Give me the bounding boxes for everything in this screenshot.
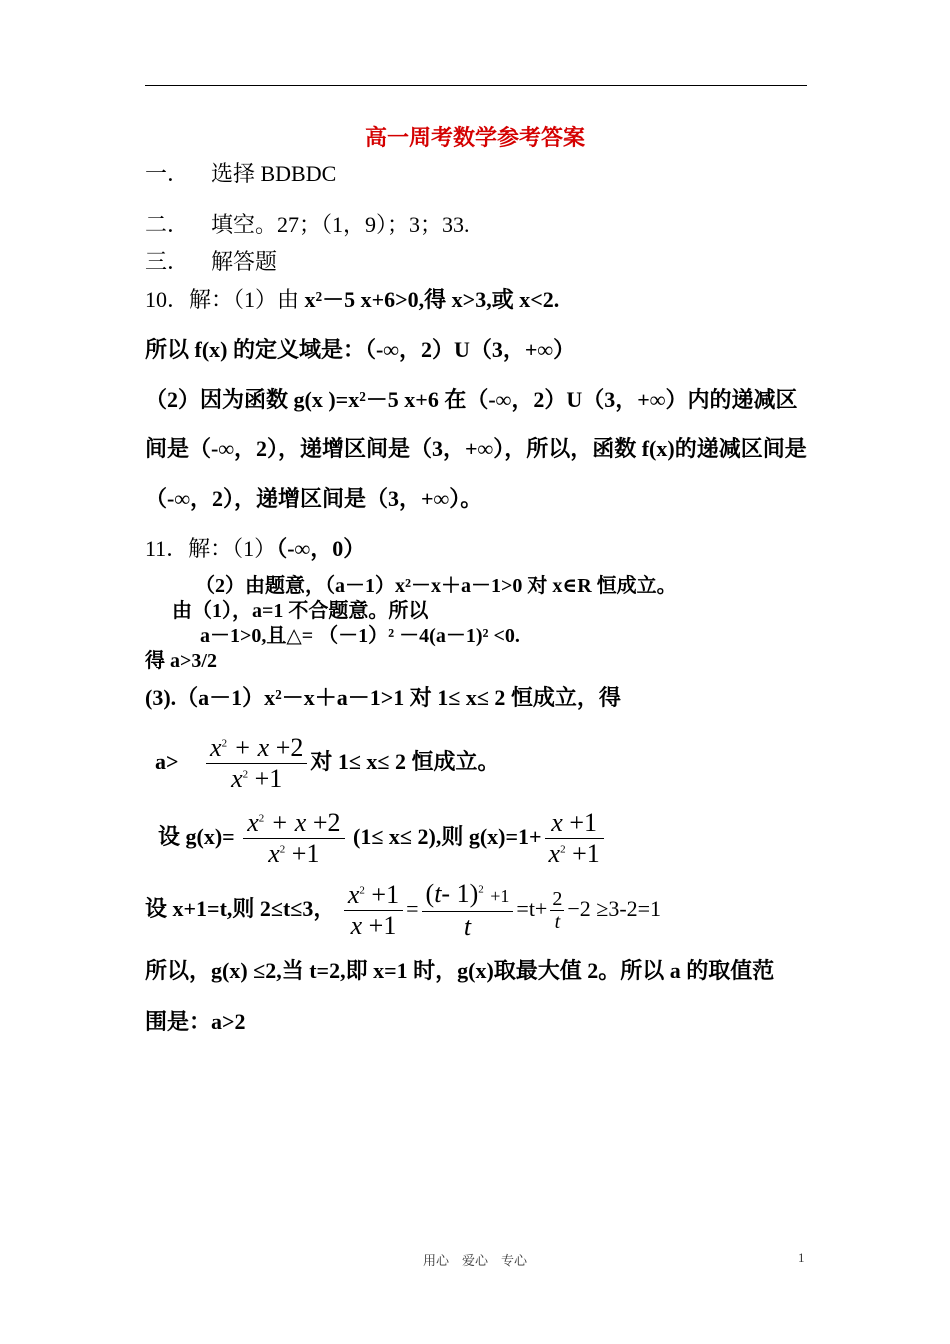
q11-line3: 由（1），a=1 不合题意。所以: [172, 600, 429, 622]
fraction: $\frac{x^2 + x +2}{x^2 +1}$: [206, 733, 307, 794]
q11-line6: (3).（a－1）x²－x＋a－1>1 对 1≤ x≤ 2 恒成立，得: [145, 685, 621, 710]
q11-l9-pre: 设 x+1=t,则 2≤t≤3，: [145, 896, 336, 921]
q10-text: x²－5 x+6>0,得 x>3,或 x<2.: [304, 287, 560, 312]
q11-l8-mid: (1≤ x≤ 2),则 g(x)=1+: [353, 824, 542, 849]
q10-line2: 所以 f(x) 的定义域是：（-∞，2）U（3，+∞）: [145, 337, 576, 362]
q11-line11: 围是：a>2: [145, 1009, 246, 1034]
q11-prefix: 11．解：（1）: [145, 536, 277, 561]
section-num: 一．: [145, 161, 190, 186]
section-fill: [145, 211, 470, 239]
section-text: 解答题: [211, 249, 278, 274]
page-footer: 用心 爱心 专心: [422, 1254, 527, 1269]
section-text: 选择 BDBDC: [211, 161, 337, 186]
fraction: $\frac{x^2 +1}{x +1}$: [344, 880, 403, 941]
section-choice: [145, 160, 336, 188]
q11-line2: （2）由题意，（a－1）x²－x＋a－1>0 对 x∈R 恒成立。: [195, 575, 677, 597]
q11-line1: [145, 535, 365, 563]
q11-line9: [145, 876, 661, 942]
q10-line4: 间是（-∞，2），递增区间是（3，+∞），所以，函数 f(x)的递减区间是: [145, 436, 807, 461]
fraction: $\frac{(t- 1)^2 +1}{t}$: [422, 879, 514, 942]
equals-sign: =: [406, 896, 419, 921]
q11-l7-post: 对 1≤ x≤ 2 恒成立。: [310, 749, 500, 774]
q11-line5: 得 a>3/2: [145, 650, 217, 672]
header-rule: [145, 85, 807, 86]
fraction: $\frac{x +1}{x^2 +1}$: [545, 808, 604, 869]
q10-prefix: 10．解：（1）由: [145, 287, 305, 312]
q10-line5: （-∞，2），递增区间是（3，+∞）。: [145, 486, 483, 511]
q11-line7: [155, 731, 500, 794]
page-title: 高一周考数学参考答案: [364, 125, 585, 150]
fraction: $\frac{x^2 + x +2}{x^2 +1}$: [243, 808, 344, 869]
section-num: 三．: [145, 249, 190, 274]
section-answer: [145, 248, 277, 276]
section-text: 填空。27；（1，9）；3；33.: [211, 212, 470, 237]
q11-l7-pre: a>: [155, 749, 179, 774]
q10-line3: （2）因为函数 g(x )=x²－5 x+6 在（-∞，2）U（3，+∞）内的递减区: [145, 387, 798, 412]
page-number: 1: [798, 1250, 805, 1265]
section-num: 二．: [145, 212, 190, 237]
q11-line4: a－1>0,且△= （－1）² －4(a－1)² <0.: [200, 625, 520, 647]
q11-line10: 所以，g(x) ≤2,当 t=2,即 x=1 时，g(x)取最大值 2。所以 a 的取值范: [145, 958, 775, 983]
q10-line1: [145, 286, 559, 314]
q11-line8: [158, 806, 607, 869]
q11-l9-mid: =t+: [516, 896, 548, 921]
q11-l8-pre: 设 g(x)=: [158, 824, 235, 849]
q11-l9-post: −2 ≥3-2=1: [567, 896, 662, 921]
fraction: $\frac{2}{t}$: [552, 888, 563, 934]
q11-text: （-∞，0）: [276, 536, 366, 561]
